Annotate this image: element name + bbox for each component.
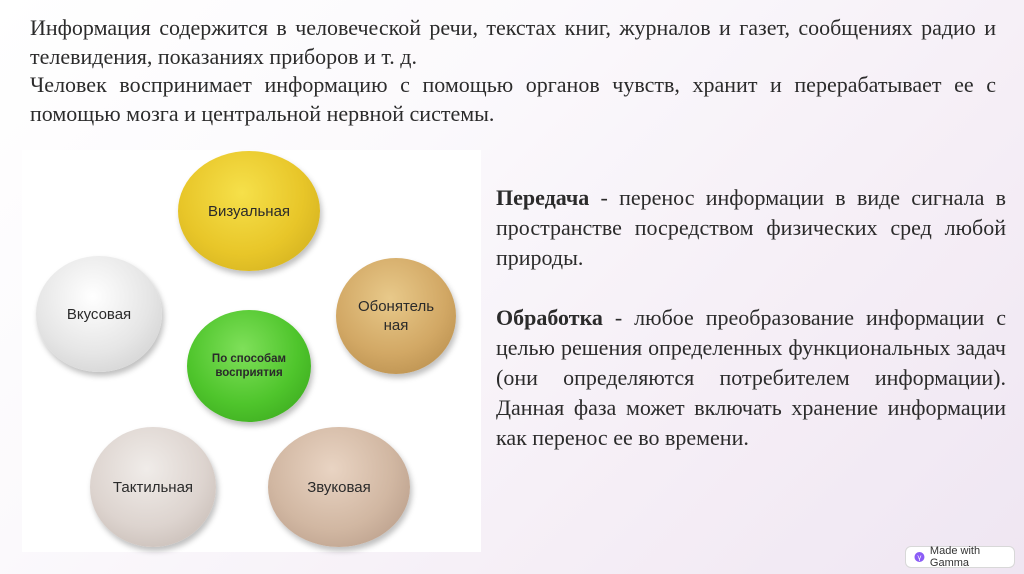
svg-text:γ: γ — [917, 552, 922, 562]
made-with-gamma-badge[interactable] — [905, 546, 1015, 568]
definition-transfer — [496, 183, 1006, 273]
circle-touch — [90, 427, 216, 547]
circle-sound — [268, 427, 410, 547]
definitions — [496, 183, 1006, 453]
circle-center-label: По способам восприятия — [211, 353, 287, 379]
circle-sound-label: Звуковая — [307, 478, 371, 496]
intro-text — [30, 14, 996, 128]
badge-label: Made with Gamma — [929, 545, 981, 569]
intro-paragraph-1: Информация содержится в человеческой речи, текстах книг, журналов и газет, сообщениях радио и телевидения, показаниях приборов и т. д. — [30, 15, 996, 69]
term-processing: Обработка — [496, 305, 603, 330]
circle-smell-label: Обонятель ная — [357, 298, 435, 334]
circle-visual-label: Визуальная — [207, 202, 291, 220]
gamma-logo-icon — [914, 551, 925, 563]
circle-center — [187, 310, 311, 422]
circle-touch-label: Тактильная — [112, 478, 194, 496]
perception-diagram — [22, 150, 481, 552]
definition-transfer-text: - перенос информации в виде сигнала в пространстве посредством физических сред любой природы. — [496, 185, 1006, 270]
circle-visual — [178, 151, 320, 271]
definition-processing — [496, 303, 1006, 453]
circle-taste-label: Вкусовая — [66, 305, 132, 323]
circle-taste — [36, 256, 162, 372]
intro-paragraph-2: Человек воспринимает информацию с помощью органов чувств, хранит и перерабатывает ее с помощью мозга и центральной нервной системы. — [30, 72, 996, 126]
definition-processing-text: - любое преобразование информации с целью решения определенных функциональных задач (они определяются потребителем информации). Данная фаза может включать хранение информации как перенос ее во времени. — [496, 305, 1006, 450]
term-transfer: Передача — [496, 185, 590, 210]
circle-smell — [336, 258, 456, 374]
